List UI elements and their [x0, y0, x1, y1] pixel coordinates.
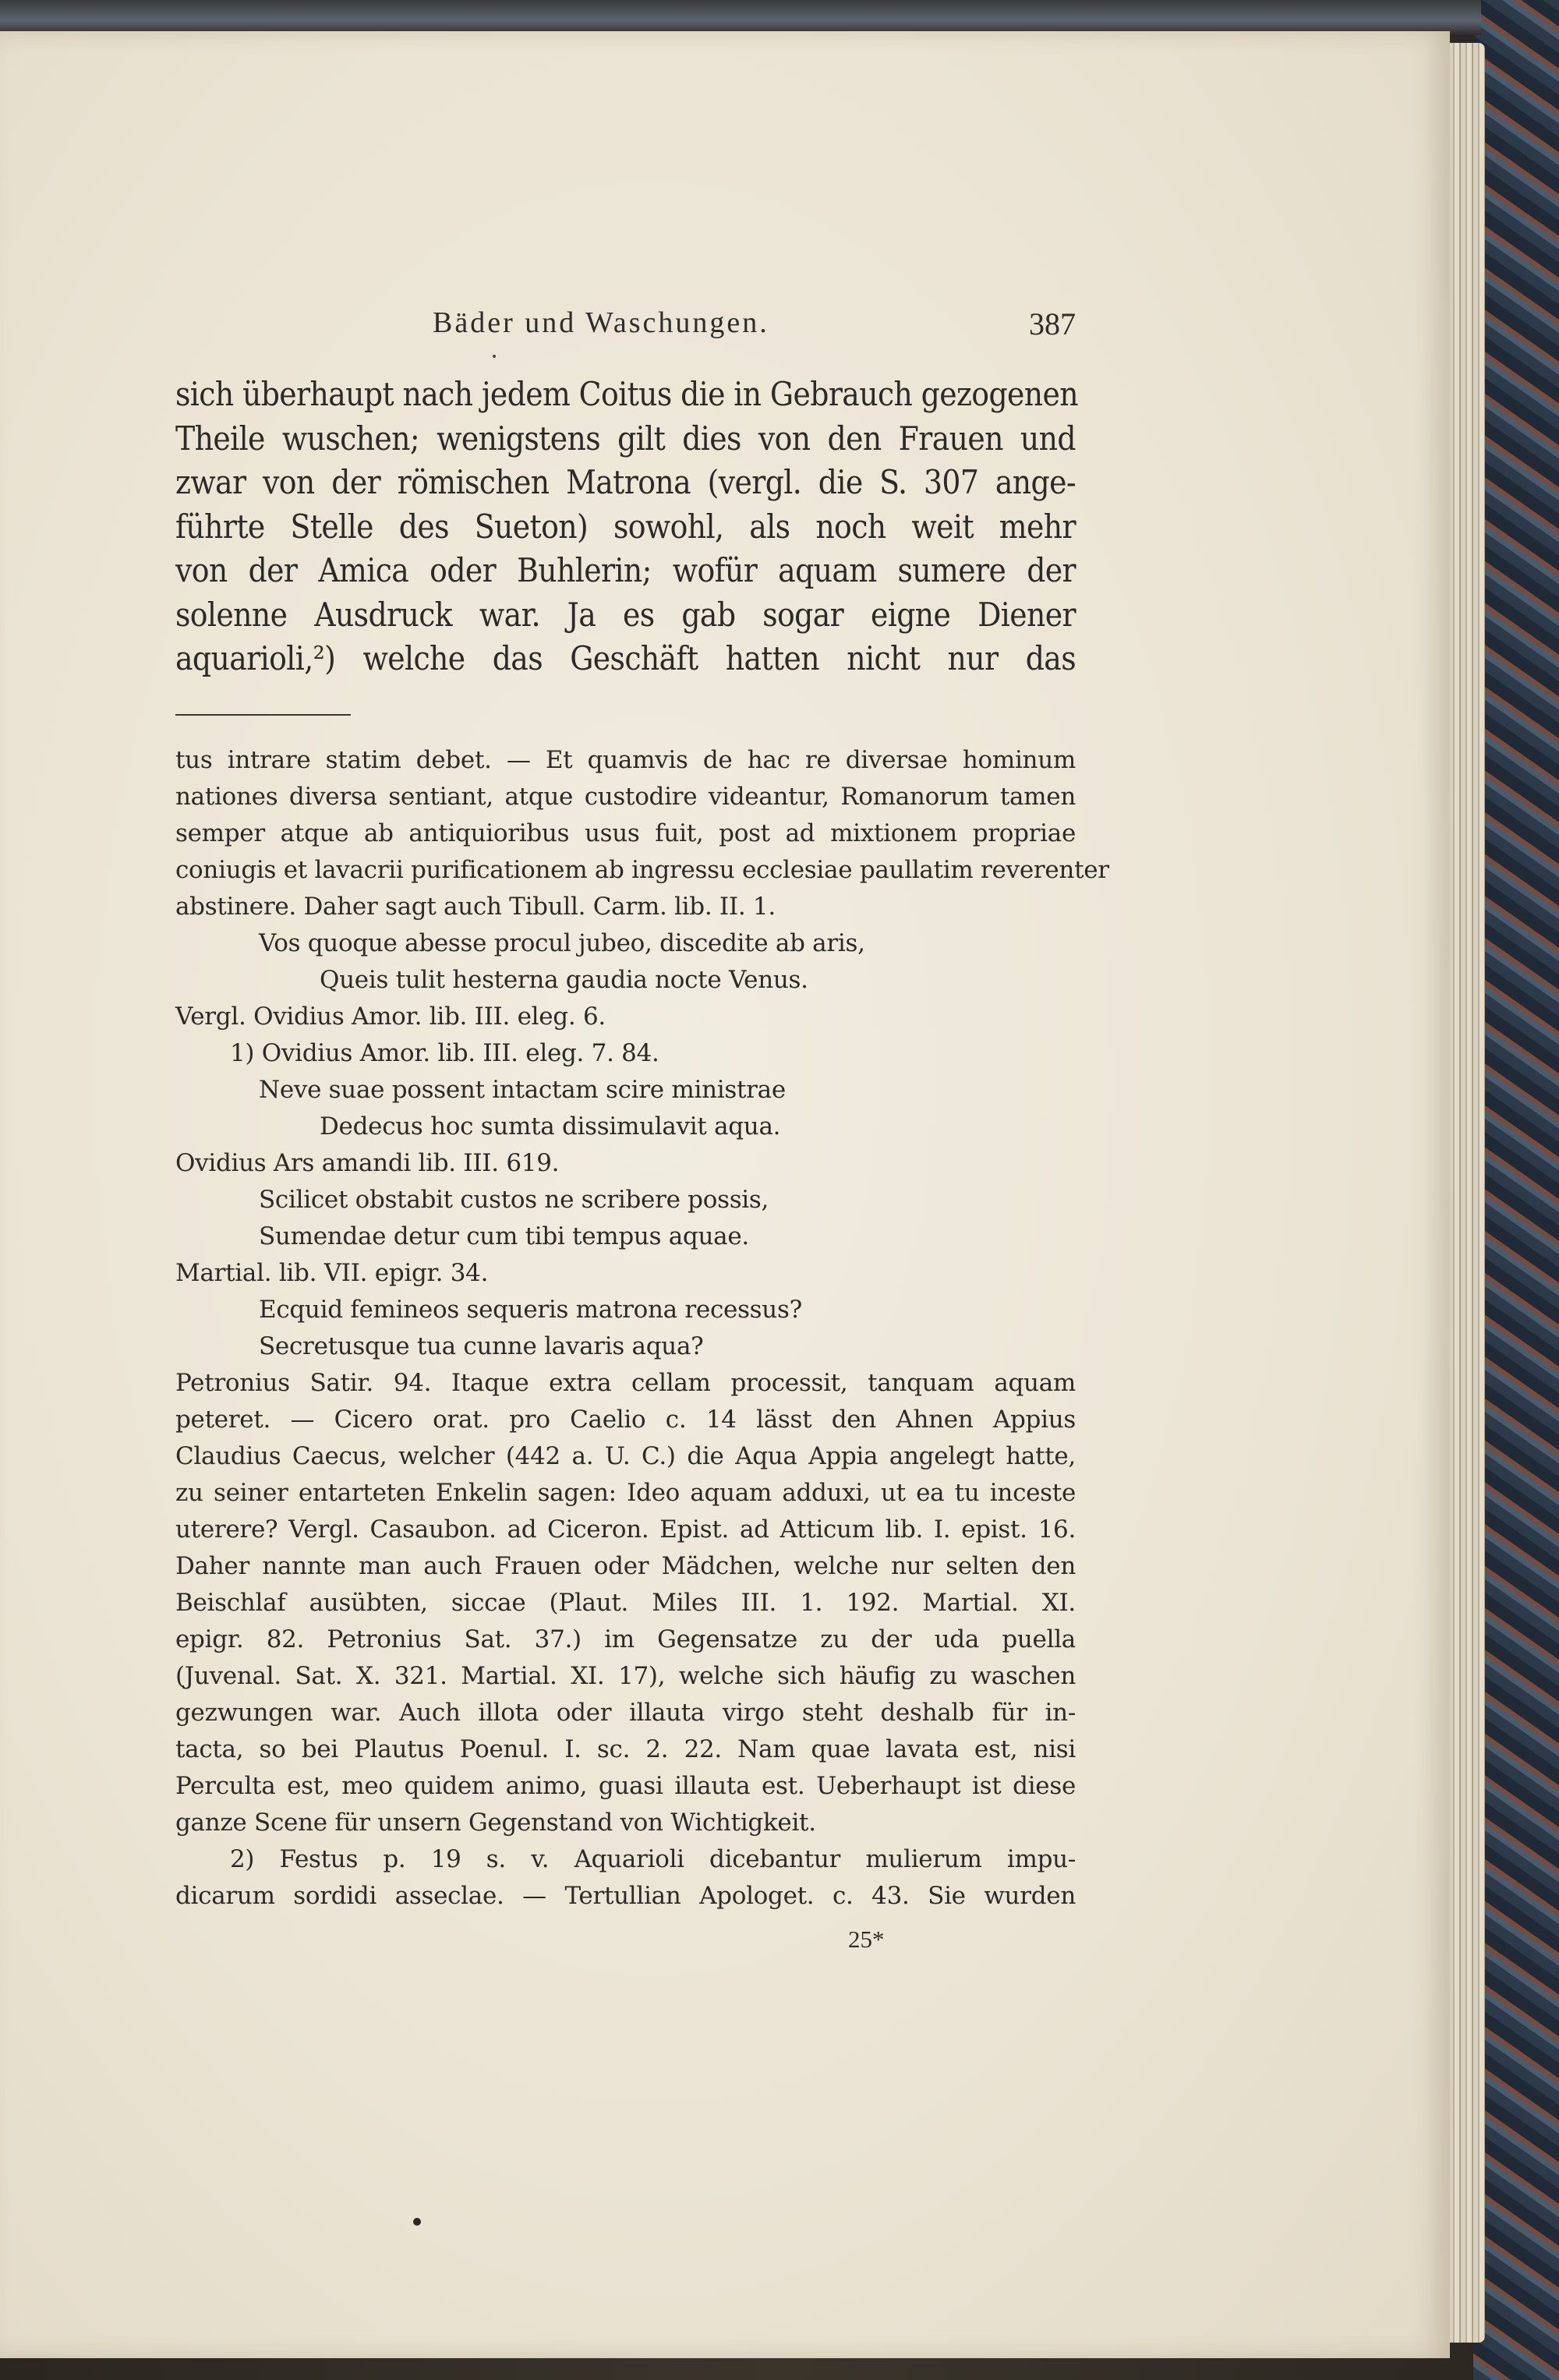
ink-dot — [413, 2218, 421, 2226]
verse-line: Dedecus hoc sumta dissimulavit aqua. — [320, 1112, 781, 1140]
page-number: 387 — [1029, 306, 1076, 341]
verse-line: Scilicet obstabit custos ne scribere possis, — [259, 1186, 769, 1214]
footnote-line: nationes diversa sentiant, atque custodire videantur, Romanorum tamen — [175, 783, 1076, 811]
main-text — [175, 373, 1079, 681]
running-header — [175, 306, 1076, 348]
footnote-line: epigr. 82. Petronius Sat. 37.) im Gegensatze zu der uda puella — [175, 1625, 1076, 1653]
body-line: von der Amica oder Buhlerin; wofür aquam sumere der — [175, 551, 1076, 589]
footnote-line: Petronius Satir. 94. Itaque extra cellam processit, tanquam aquam — [175, 1369, 1076, 1397]
footnote-line: Ovidius Ars amandi lib. III. 619. — [175, 1149, 560, 1177]
verse-line: Secretusque tua cunne lavaris aqua? — [259, 1332, 704, 1360]
verse-line: Vos quoque abesse procul jubeo, discedite ab aris, — [259, 929, 865, 957]
footnote-line: tacta, so bei Plautus Poenul. I. sc. 2. 22. Nam quae lavata est, nisi — [175, 1735, 1076, 1763]
footnote-rule — [175, 714, 351, 716]
footnote-line: coniugis et lavacrii purificationem ab ingressu ecclesiae paullatim reverenter — [175, 856, 1109, 884]
footnote-line: 1) Ovidius Amor. lib. III. eleg. 7. 84. — [230, 1039, 659, 1067]
body-line: führte Stelle des Sueton) sowohl, als noch weit mehr — [175, 507, 1076, 546]
footnote-line: Perculta est, meo quidem animo, guasi illauta est. Ueberhaupt ist diese — [175, 1772, 1076, 1800]
footnote-line: semper atque ab antiquioribus usus fuit, post ad mixtionem propriae — [175, 819, 1076, 847]
footnote-line: zu seiner entarteten Enkelin sagen: Ideo aquam adduxi, ut ea tu inceste — [175, 1479, 1076, 1507]
marbled-cover — [1473, 0, 1559, 2380]
verse-line: Sumendae detur cum tibi tempus aquae. — [259, 1222, 749, 1250]
signature-mark: 25* — [848, 1926, 885, 1953]
footnote-line: abstinere. Daher sagt auch Tibull. Carm. lib. II. 1. — [175, 893, 776, 921]
footnote-line: Martial. lib. VII. epigr. 34. — [175, 1259, 489, 1287]
running-title: Bäder und Waschungen. — [433, 306, 769, 339]
footnote-line: 2) Festus p. 19 s. v. Aquarioli dicebantur mulierum impu- — [230, 1845, 1076, 1873]
footnote-line: ganze Scene für unsern Gegenstand von Wichtigkeit. — [175, 1809, 816, 1837]
footnote-line: dicarum sordidi asseclae. — Tertullian Apologet. c. 43. Sie wurden — [175, 1882, 1076, 1910]
top-edge-shadow — [0, 0, 1481, 35]
body-line: solenne Ausdruck war. Ja es gab sogar eigne Diener — [175, 595, 1076, 634]
body-line: zwar von der römischen Matrona (vergl. die S. 307 ange- — [175, 463, 1076, 501]
body-line: Theile wuschen; wenigstens gilt dies von den Frauen und — [175, 419, 1076, 458]
footnotes — [175, 742, 1109, 1915]
footnote-line: peteret. — Cicero orat. pro Caelio c. 14 lässt den Ahnen Appius — [175, 1406, 1076, 1434]
footnote-line: uterere? Vergl. Casaubon. ad Ciceron. Epist. ad Atticum lib. I. epist. 16. — [175, 1515, 1076, 1544]
footnote-line: Daher nannte man auch Frauen oder Mädchen, welche nur selten den — [175, 1552, 1076, 1580]
verse-line: Queis tulit hesterna gaudia nocte Venus. — [320, 966, 808, 994]
footnote-line: Vergl. Ovidius Amor. lib. III. eleg. 6. — [175, 1003, 606, 1031]
footnote-line: gezwungen war. Auch illota oder illauta virgo steht deshalb für in- — [175, 1699, 1076, 1727]
footnote-line: (Juvenal. Sat. X. 321. Martial. XI. 17), welche sich häufig zu waschen — [175, 1662, 1076, 1690]
verse-line: Ecquid femineos sequeris matrona recessus? — [259, 1296, 802, 1324]
footnote-line: tus intrare statim debet. — Et quamvis de hac re diversae hominum — [175, 746, 1076, 774]
footnote-line: Beischlaf ausübten, siccae (Plaut. Miles III. 1. 192. Martial. XI. — [175, 1589, 1076, 1617]
ink-speck — [493, 355, 496, 358]
body-line: aquarioli,²) welche das Geschäft hatten nicht nur das — [175, 639, 1076, 677]
body-line: sich überhaupt nach jedem Coitus die in Gebrauch gezogenen — [175, 375, 1079, 413]
verse-line: Neve suae possent intactam scire ministrae — [259, 1076, 786, 1104]
footnote-line: Claudius Caecus, welcher (442 a. U. C.) die Aqua Appia angelegt hatte, — [175, 1442, 1076, 1470]
